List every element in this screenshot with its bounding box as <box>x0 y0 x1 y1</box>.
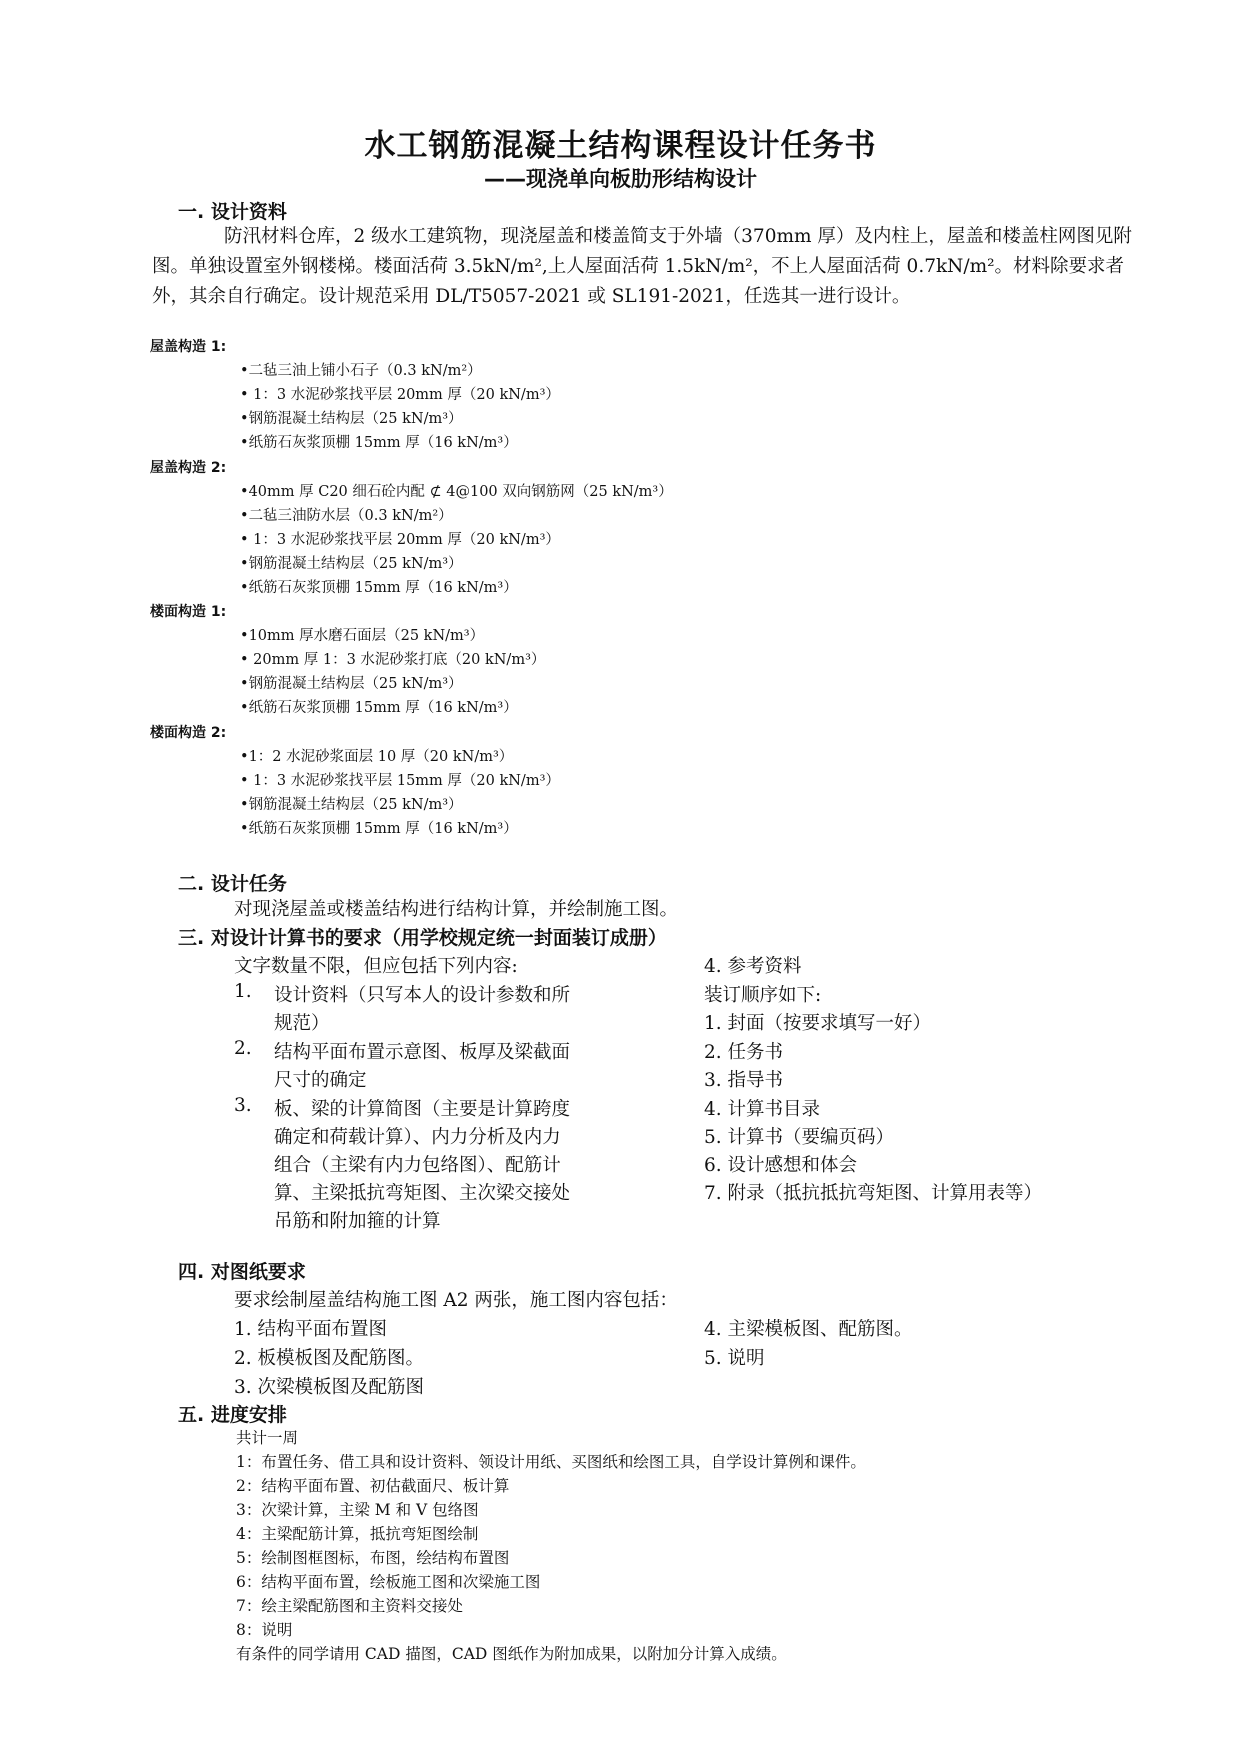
list-item: •二毡三油防水层（0.3 kN/m²） <box>240 508 453 524</box>
schedule-item: 5：绘制图框图标，布图，绘结构布置图 <box>236 1549 510 1567</box>
schedule-item: 4：主梁配筋计算，抵抗弯矩图绘制 <box>236 1525 479 1543</box>
binding-order-item: 5. 计算书（要编页码） <box>704 1127 895 1148</box>
section-1-paragraph-text: 防汛材料仓库，2 级水工建筑物，现浇屋盖和楼盖简支于外墙（370mm 厚）及内柱上，屋盖和楼盖柱网图见附图。单独设置室外钢楼梯。楼面活荷 3.5kN/m²,上人屋面活荷 1.5kN/m²，不上人屋面活荷 0.7kN/m²。材料除要求者外，其余自行确定。设计规范采用 DL/T5057-2021 或 SL191-2021，任选其一进行设计。 <box>152 226 1132 307</box>
req-line: 尺寸的确定 <box>274 1070 367 1091</box>
req-line: 规范） <box>274 1013 330 1034</box>
req-line: 板、梁的计算简图（主要是计算跨度 <box>274 1099 571 1120</box>
binding-order-item: 2. 任务书 <box>704 1042 784 1063</box>
drawing-item: 1. 结构平面布置图 <box>234 1319 388 1340</box>
req-line: 算、主梁抵抗弯矩图、主次梁交接处 <box>274 1183 571 1204</box>
drawing-item: 4. 主梁模板图、配筋图。 <box>704 1319 913 1340</box>
document-subtitle: ——现浇单向板肋形结构设计 <box>484 167 757 191</box>
section-2-text: 对现浇屋盖或楼盖结构进行结构计算，并绘制施工图。 <box>234 899 679 920</box>
list-item: •钢筋混凝土结构层（25 kN/m³） <box>240 411 463 427</box>
roof-structure-2-label: 屋盖构造 2: <box>150 460 227 476</box>
binding-order-item: 7. 附录（抵抗抵抗弯矩图、计算用表等） <box>704 1183 1043 1204</box>
binding-order-item: 1. 封面（按要求填写一好） <box>704 1013 932 1034</box>
binding-order-title: 装订顺序如下: <box>704 985 822 1006</box>
drawing-item: 5. 说明 <box>704 1348 765 1369</box>
list-item: •纸筋石灰浆顶棚 15mm 厚（16 kN/m³） <box>240 580 518 596</box>
req-line: 吊筋和附加箍的计算 <box>274 1211 441 1232</box>
req-line: 设计资料（只写本人的设计参数和所 <box>274 985 571 1006</box>
document-title: 水工钢筋混凝土结构课程设计任务书 <box>364 128 877 164</box>
drawing-item: 3. 次梁模板图及配筋图 <box>234 1377 425 1398</box>
req-line: 结构平面布置示意图、板厚及梁截面 <box>274 1042 571 1063</box>
schedule-item: 有条件的同学请用 CAD 描图，CAD 图纸作为附加成果，以附加分计算入成绩。 <box>236 1645 787 1663</box>
req-number: 1. <box>234 981 252 1002</box>
schedule-item: 3：次梁计算，主梁 M 和 V 包络图 <box>236 1501 479 1519</box>
schedule-item: 8：说明 <box>236 1621 293 1639</box>
list-item: •纸筋石灰浆顶棚 15mm 厚（16 kN/m³） <box>240 821 518 837</box>
section-3-intro: 文字数量不限，但应包括下列内容: <box>234 956 518 977</box>
list-item: • 1：3 水泥砂浆找平层 15mm 厚（20 kN/m³） <box>240 773 560 789</box>
schedule-item: 1：布置任务、借工具和设计资料、领设计用纸、买图纸和绘图工具，自学设计算例和课件。 <box>236 1453 866 1471</box>
list-item: •纸筋石灰浆顶棚 15mm 厚（16 kN/m³） <box>240 700 518 716</box>
section-5-heading: 五. 进度安排 <box>178 1404 287 1426</box>
req-line: 组合（主梁有内力包络图）、配筋计 <box>274 1155 561 1176</box>
list-item: •10mm 厚水磨石面层（25 kN/m³） <box>240 628 485 644</box>
list-item: • 1：3 水泥砂浆找平层 20mm 厚（20 kN/m³） <box>240 387 560 403</box>
list-item: • 20mm 厚 1：3 水泥砂浆打底（20 kN/m³） <box>240 652 546 668</box>
schedule-item: 共计一周 <box>236 1429 299 1447</box>
schedule-item: 2：结构平面布置、初估截面尺、板计算 <box>236 1477 510 1495</box>
section-4-heading: 四. 对图纸要求 <box>178 1261 306 1283</box>
list-item: •二毡三油上铺小石子（0.3 kN/m²） <box>240 363 482 379</box>
req-line: 确定和荷载计算）、内力分析及内力 <box>274 1127 561 1148</box>
list-item: •40mm 厚 C20 细石砼内配 ⊄ 4@100 双向钢筋网（25 kN/m³） <box>240 484 673 500</box>
reference-item: 4. 参考资料 <box>704 956 802 977</box>
section-4-intro: 要求绘制屋盖结构施工图 A2 两张，施工图内容包括： <box>234 1290 678 1311</box>
section-1-heading: 一. 设计资料 <box>178 201 287 223</box>
list-item: •钢筋混凝土结构层（25 kN/m³） <box>240 797 463 813</box>
list-item: •钢筋混凝土结构层（25 kN/m³） <box>240 676 463 692</box>
req-number: 2. <box>234 1038 252 1059</box>
section-3-heading: 三. 对设计计算书的要求（用学校规定统一封面装订成册） <box>178 927 667 949</box>
req-number: 3. <box>234 1095 252 1116</box>
schedule-item: 7：绘主梁配筋图和主资料交接处 <box>236 1597 463 1615</box>
list-item: •钢筋混凝土结构层（25 kN/m³） <box>240 556 463 572</box>
schedule-item: 6：结构平面布置，绘板施工图和次梁施工图 <box>236 1573 541 1591</box>
section-1-paragraph <box>152 222 1140 312</box>
binding-order-item: 3. 指导书 <box>704 1070 784 1091</box>
drawing-item: 2. 板模板图及配筋图。 <box>234 1348 425 1369</box>
binding-order-item: 6. 设计感想和体会 <box>704 1155 858 1176</box>
floor-structure-1-label: 楼面构造 1: <box>150 604 227 620</box>
list-item: • 1：3 水泥砂浆找平层 20mm 厚（20 kN/m³） <box>240 532 560 548</box>
section-2-heading: 二. 设计任务 <box>178 873 287 895</box>
list-item: •1：2 水泥砂浆面层 10 厚（20 kN/m³） <box>240 749 514 765</box>
list-item: •纸筋石灰浆顶棚 15mm 厚（16 kN/m³） <box>240 435 518 451</box>
roof-structure-1-label: 屋盖构造 1: <box>150 339 227 355</box>
floor-structure-2-label: 楼面构造 2: <box>150 725 227 741</box>
binding-order-item: 4. 计算书目录 <box>704 1099 821 1120</box>
